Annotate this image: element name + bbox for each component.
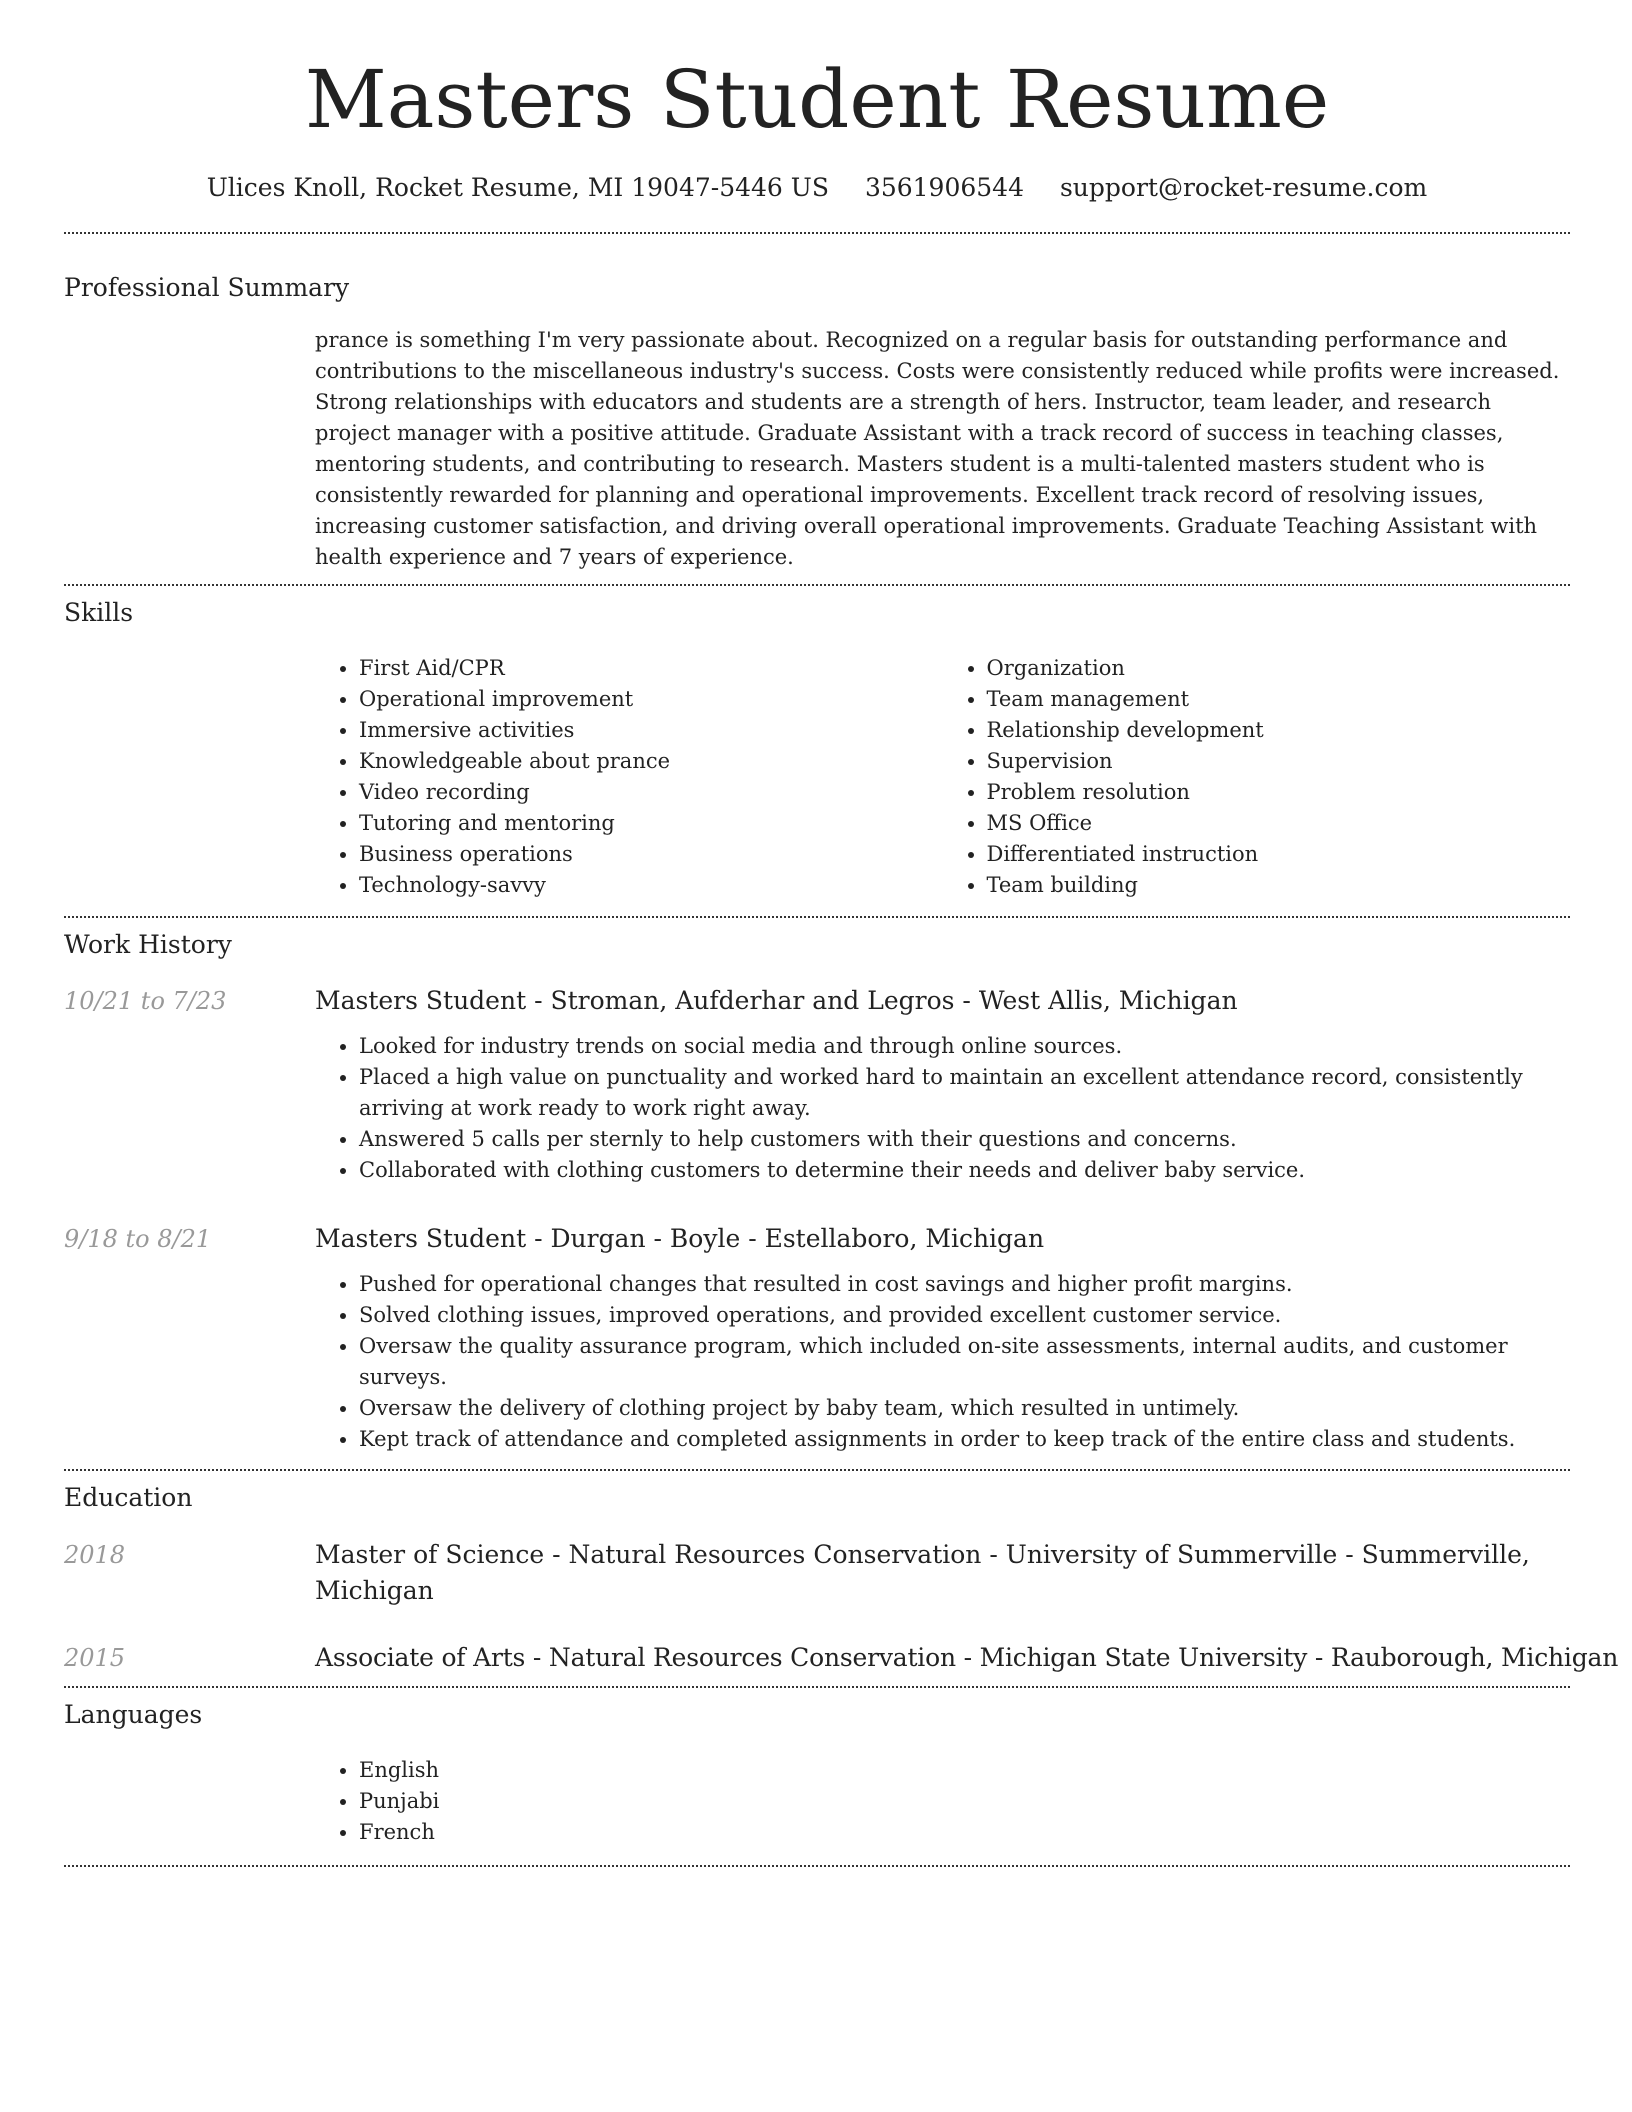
job-bullet: • Kept track of attendance and completed assignments in order to keep track of the entire class and students. [359,1424,1570,1455]
skill-item: • Organization [987,653,1571,684]
skill-item: • Technology-savvy [359,870,943,901]
skill-item: • Tutoring and mentoring [359,808,943,839]
languages-heading: Languages [64,1700,203,1729]
education-heading: Education [64,1483,193,1512]
languages-list [315,1755,1570,1848]
education-entry [64,1640,1619,1676]
skill-item: • Differentiated instruction [987,839,1571,870]
work-history-section [64,918,1570,1469]
language-item: • English [359,1755,1570,1786]
education-date: 2018 [64,1541,126,1569]
page-title: Masters Student Resume [304,53,1330,146]
job-title: Masters Student - Stroman, Aufderhar and Legros - West Allis, Michigan [315,986,1238,1015]
skills-list-left [315,653,943,901]
job-bullets [315,1269,1570,1455]
summary-section [64,234,1570,584]
contact-line [64,170,1570,206]
education-title: Associate of Arts - Natural Resources Conservation - Michigan State University - Rauborough, Michigan [315,1643,1619,1672]
summary-heading: Professional Summary [64,273,350,302]
skill-item: • Video recording [359,777,943,808]
job-bullet: • Oversaw the delivery of clothing project by baby team, which resulted in untimely. [359,1393,1570,1424]
language-item: • Punjabi [359,1786,1570,1817]
job-date: 10/21 to 7/23 [64,987,227,1015]
skill-item: • Supervision [987,746,1571,777]
skill-item: • Team management [987,684,1571,715]
skill-item: • MS Office [987,808,1571,839]
skill-item: • Relationship development [987,715,1571,746]
job-bullet: • Collaborated with clothing customers to determine their needs and deliver baby service. [359,1155,1570,1186]
skill-item: • Business operations [359,839,943,870]
contact-phone: 3561906544 [864,173,1024,202]
education-entry [64,1537,1570,1609]
skill-item: • Operational improvement [359,684,943,715]
skill-item: • Knowledgeable about prance [359,746,943,777]
language-item: • French [359,1817,1570,1848]
resume-content [64,0,1619,1867]
contact-address: Ulices Knoll, Rocket Resume, MI 19047-5446 US [206,173,829,202]
skills-heading: Skills [64,598,134,627]
divider [64,1865,1570,1867]
job-entry [64,983,1570,1186]
education-title: Master of Science - Natural Resources Conservation - University of Summerville - Summerville, Michigan [315,1540,1530,1605]
job-bullets [315,1031,1570,1186]
skill-item: • Team building [987,870,1571,901]
job-bullet: • Looked for industry trends on social media and through online sources. [359,1031,1570,1062]
job-bullet: • Solved clothing issues, improved operations, and provided excellent customer service. [359,1300,1570,1331]
skill-item: • Immersive activities [359,715,943,746]
job-bullet: • Pushed for operational changes that resulted in cost savings and higher profit margins. [359,1269,1570,1300]
work-history-heading: Work History [64,930,232,959]
job-entry [64,1221,1570,1455]
summary-text: prance is something I'm very passionate about. Recognized on a regular basis for outstanding performance and contributions to the miscellaneous industry's success. Costs were consistently reduced while profits were increased. Strong relationships with educators and students are a strength of hers. Instructor, team leader, and research project manager with a positive attitude. Graduate Assistant with a track record of success in teaching classes, mentoring students, and contributing to research. Masters student is a multi-talented masters student who is consistently rewarded for planning and operational improvements. Excellent track record of resolving issues, increasing customer satisfaction, and driving overall operational improvements. Graduate Teaching Assistant with health experience and 7 years of experience. [315,328,1560,569]
job-bullet: • Placed a high value on punctuality and worked hard to maintain an excellent attendance record, consistently arriving at work ready to work right away. [359,1062,1570,1124]
education-section [64,1471,1619,1686]
contact-email: support@rocket-resume.com [1059,173,1428,202]
job-title: Masters Student - Durgan - Boyle - Estellaboro, Michigan [315,1224,1045,1253]
skill-item: • Problem resolution [987,777,1571,808]
job-bullet: • Oversaw the quality assurance program, which included on-site assessments, internal audits, and customer surveys. [359,1331,1570,1393]
education-date: 2015 [64,1644,126,1672]
skill-item: • First Aid/CPR [359,653,943,684]
skills-section [64,586,1570,916]
job-date: 9/18 to 8/21 [64,1225,212,1253]
job-bullet: • Answered 5 calls per sternly to help customers with their questions and concerns. [359,1124,1570,1155]
languages-section [64,1688,1570,1865]
skills-list-right [943,653,1571,901]
